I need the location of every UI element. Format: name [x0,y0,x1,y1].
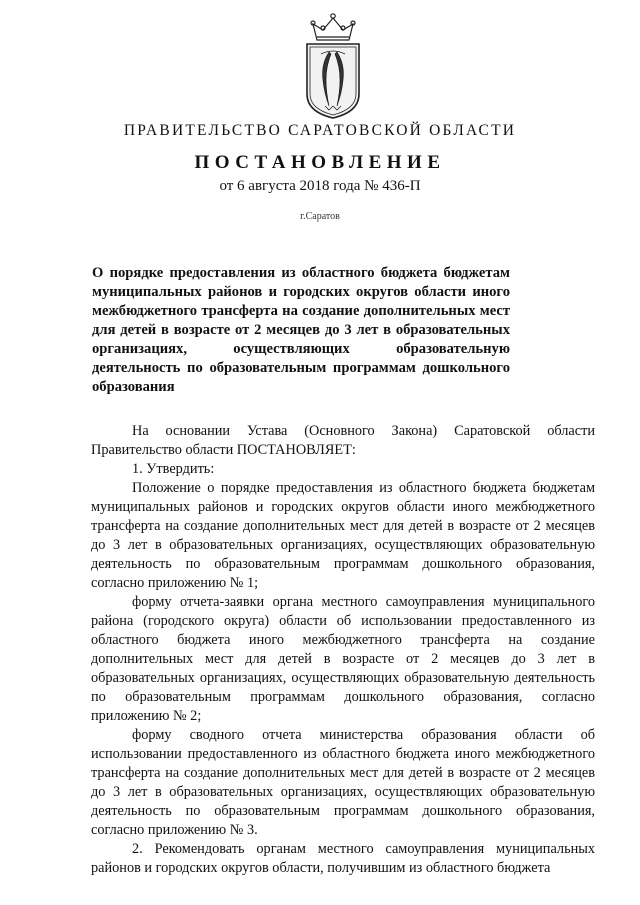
coat-of-arms-icon [299,10,367,122]
body-paragraph: Положение о порядке предоставления из областного бюджета бюджетам муниципальных районов и городских округов области иного межбюджетного трансферта на создание дополнительных мест для детей в возрасте от 2 месяцев до 3 лет в образовательных организациях, осуществляющих образовательную деятельность по образовательным программам дошкольного образования, согласно приложению № 1; [91,480,595,591]
body-paragraph: 1. Утвердить: [132,461,215,477]
body-paragraph: На основании Устава (Основного Закона) Саратовской области Правительство области ПОСТАНОВЛЯЕТ: [91,423,595,458]
decree-body [91,422,595,878]
body-paragraph: форму отчета-заявки органа местного самоуправления муниципального района (городского округа) области об использовании предоставленного из областного бюджета иного межбюджетного трансферта на создание дополнительных мест для детей в возрасте от 2 месяцев до 3 лет в образовательных организациях, осуществляющих образовательную деятельность по образовательным программам дошкольного образования, согласно приложению № 2; [91,594,595,724]
city-label: г.Саратов [300,211,340,222]
document-type: ПОСТАНОВЛЕНИЕ [194,152,446,173]
decree-date-number: от 6 августа 2018 года № 436-П [219,178,421,194]
decree-subject: О порядке предоставления из областного бюджета бюджетам муниципальных районов и городских округов области иного межбюджетного трансферта на создание дополнительных мест для детей в возрасте от 2 месяцев до 3 лет в образовательных организациях, осуществляющих образовательную деятельность по образовательным программам дошкольного образования [92,265,510,395]
government-name: ПРАВИТЕЛЬСТВО САРАТОВСКОЙ ОБЛАСТИ [123,122,517,139]
body-paragraph: 2. Рекомендовать органам местного самоуправления муниципальных районов и городских округов области, получившим из областного бюджета [91,841,595,876]
body-paragraph: форму сводного отчета министерства образования области об использовании предоставленного из областного бюджета иного межбюджетного трансферта на создание дополнительных мест для детей в возрасте от 2 месяцев до 3 лет в образовательных организациях, осуществляющих образовательную деятельность по образовательным программам дошкольного образования, согласно приложению № 3. [91,727,595,838]
